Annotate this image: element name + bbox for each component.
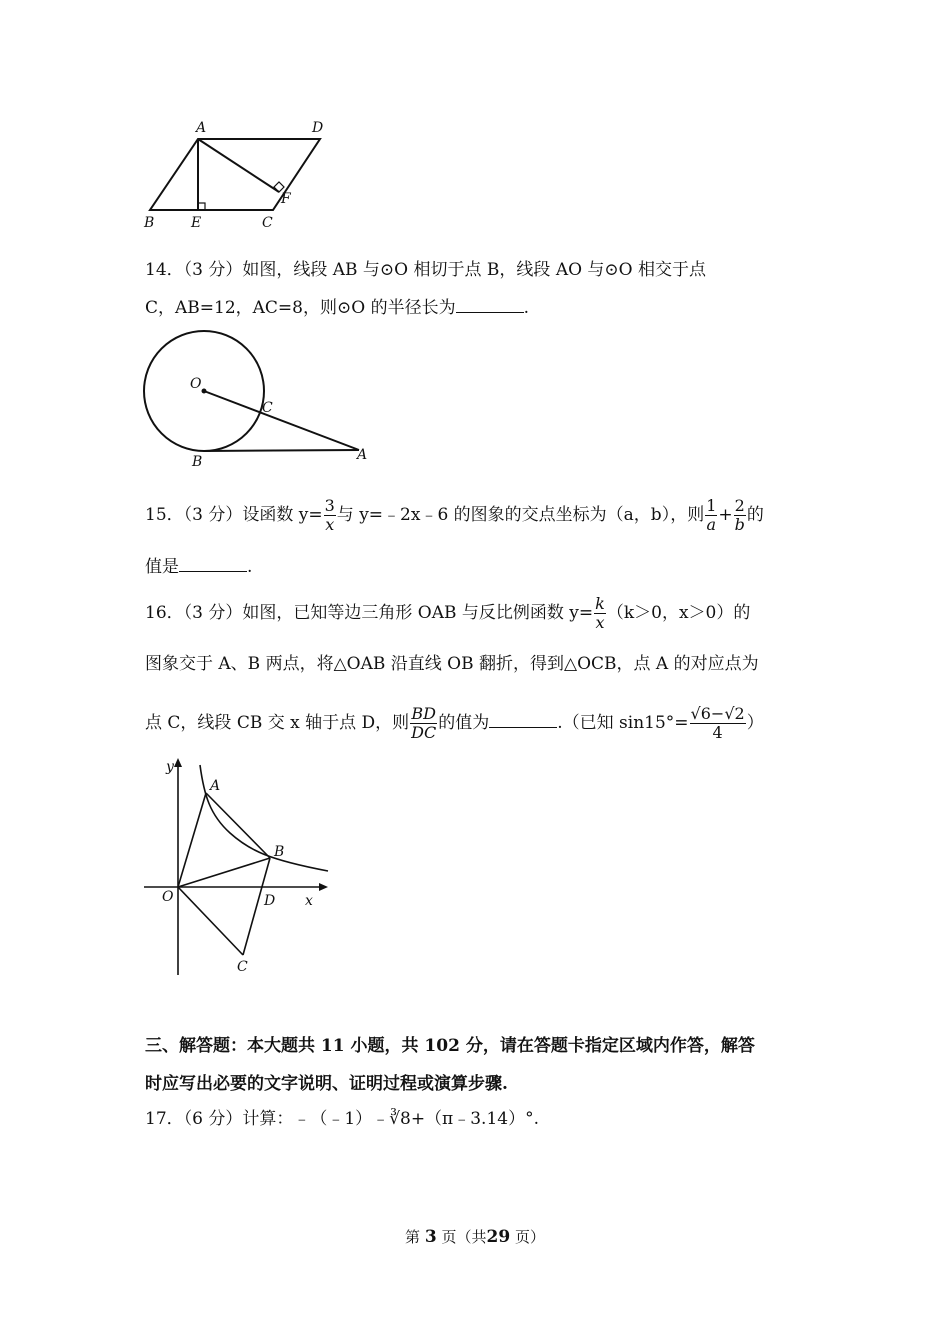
label-f: F [281, 191, 291, 207]
q15-line2: 值是 . [145, 557, 253, 577]
fraction-1-over-a: $\frac{1}{a}$ [706, 496, 717, 534]
label-y: y [166, 759, 174, 775]
q14-line1: 14．（3 分）如图，线段 AB 与⊙O 相切于点 B，线段 AO 与⊙O 相交于点 [145, 260, 707, 280]
q15-mid: 与 y=﹣2x﹣6 的图象的交点坐标为（a，b），则 [336, 505, 705, 525]
fraction-bd-over-dc: $\frac{BD}{DC}$ [411, 704, 437, 742]
q14-text: C，AB=12，AC=8，则⊙O 的半径长为 [145, 298, 456, 318]
circle-tangent-figure [135, 325, 385, 470]
hyperbola-triangle-figure [140, 755, 340, 980]
fraction-k-over-x: $\frac{k}{x}$ [595, 594, 605, 632]
label-d: D [264, 893, 276, 909]
fraction-3-over-x: $\frac{3}{x}$ [324, 496, 335, 534]
answer-blank [456, 296, 524, 313]
label-a: A [210, 778, 221, 794]
label-d: D [312, 120, 324, 136]
answer-blank [179, 555, 247, 572]
label-o: O [190, 376, 202, 392]
label-e: E [191, 215, 202, 231]
label-a: A [357, 447, 368, 463]
q14-line2 [145, 296, 529, 320]
parallelogram-figure [140, 115, 340, 235]
label-c: C [237, 959, 248, 975]
q15-prefix: 15．（3 分）设函数 y= [145, 505, 323, 525]
page-total: 29 [486, 1227, 511, 1247]
label-o: O [162, 889, 174, 905]
q16-line2: 图象交于 A、B 两点，将△OAB 沿直线 OB 翻折，得到△OCB，点 A 的对应点为 [145, 654, 759, 674]
answer-blank [489, 711, 557, 728]
q16-line3: 点 C，线段 CB 交 x 轴于点 D，则 $\frac{BD}{DC}$ 的值为 .（已知 sin15°= $\frac{√6-√2}{4}$ ） [145, 704, 764, 742]
label-x: x [305, 893, 313, 909]
fraction-sin15: $\frac{√6-√2}{4}$ [690, 704, 745, 742]
q15-line1: 15．（3 分）设函数 y= $\frac{3}{x}$ 与 y=﹣2x﹣6 的图象的交点坐标为（a，b），则 $\frac{1}{a}$ + $\frac{2}{b}$ 的 [145, 496, 764, 534]
section3-heading-line2: 时应写出必要的文字说明、证明过程或演算步骤. [145, 1074, 508, 1094]
label-c: C [262, 400, 273, 416]
label-b: B [192, 454, 203, 470]
page-number: 3 [424, 1227, 437, 1247]
section3-heading-line1: 三、解答题：本大题共 11 小题，共 102 分，请在答题卡指定区域内作答，解答 [145, 1036, 755, 1056]
label-b: B [274, 844, 285, 860]
label-c: C [262, 215, 273, 231]
page-footer: 第 3 页（共29 页） [405, 1227, 545, 1247]
q17-line: 17．（6 分）计算：﹣（﹣1）﹣∛8+（π﹣3.14）°. [145, 1109, 539, 1129]
label-b: B [144, 215, 155, 231]
q16-line1: 16．（3 分）如图，已知等边三角形 OAB 与反比例函数 y= $\frac{k}{x}$ （k＞0，x＞0）的 [145, 594, 751, 632]
fraction-2-over-b: $\frac{2}{b}$ [734, 496, 745, 534]
q14-end: . [523, 298, 529, 318]
label-a: A [196, 120, 207, 136]
